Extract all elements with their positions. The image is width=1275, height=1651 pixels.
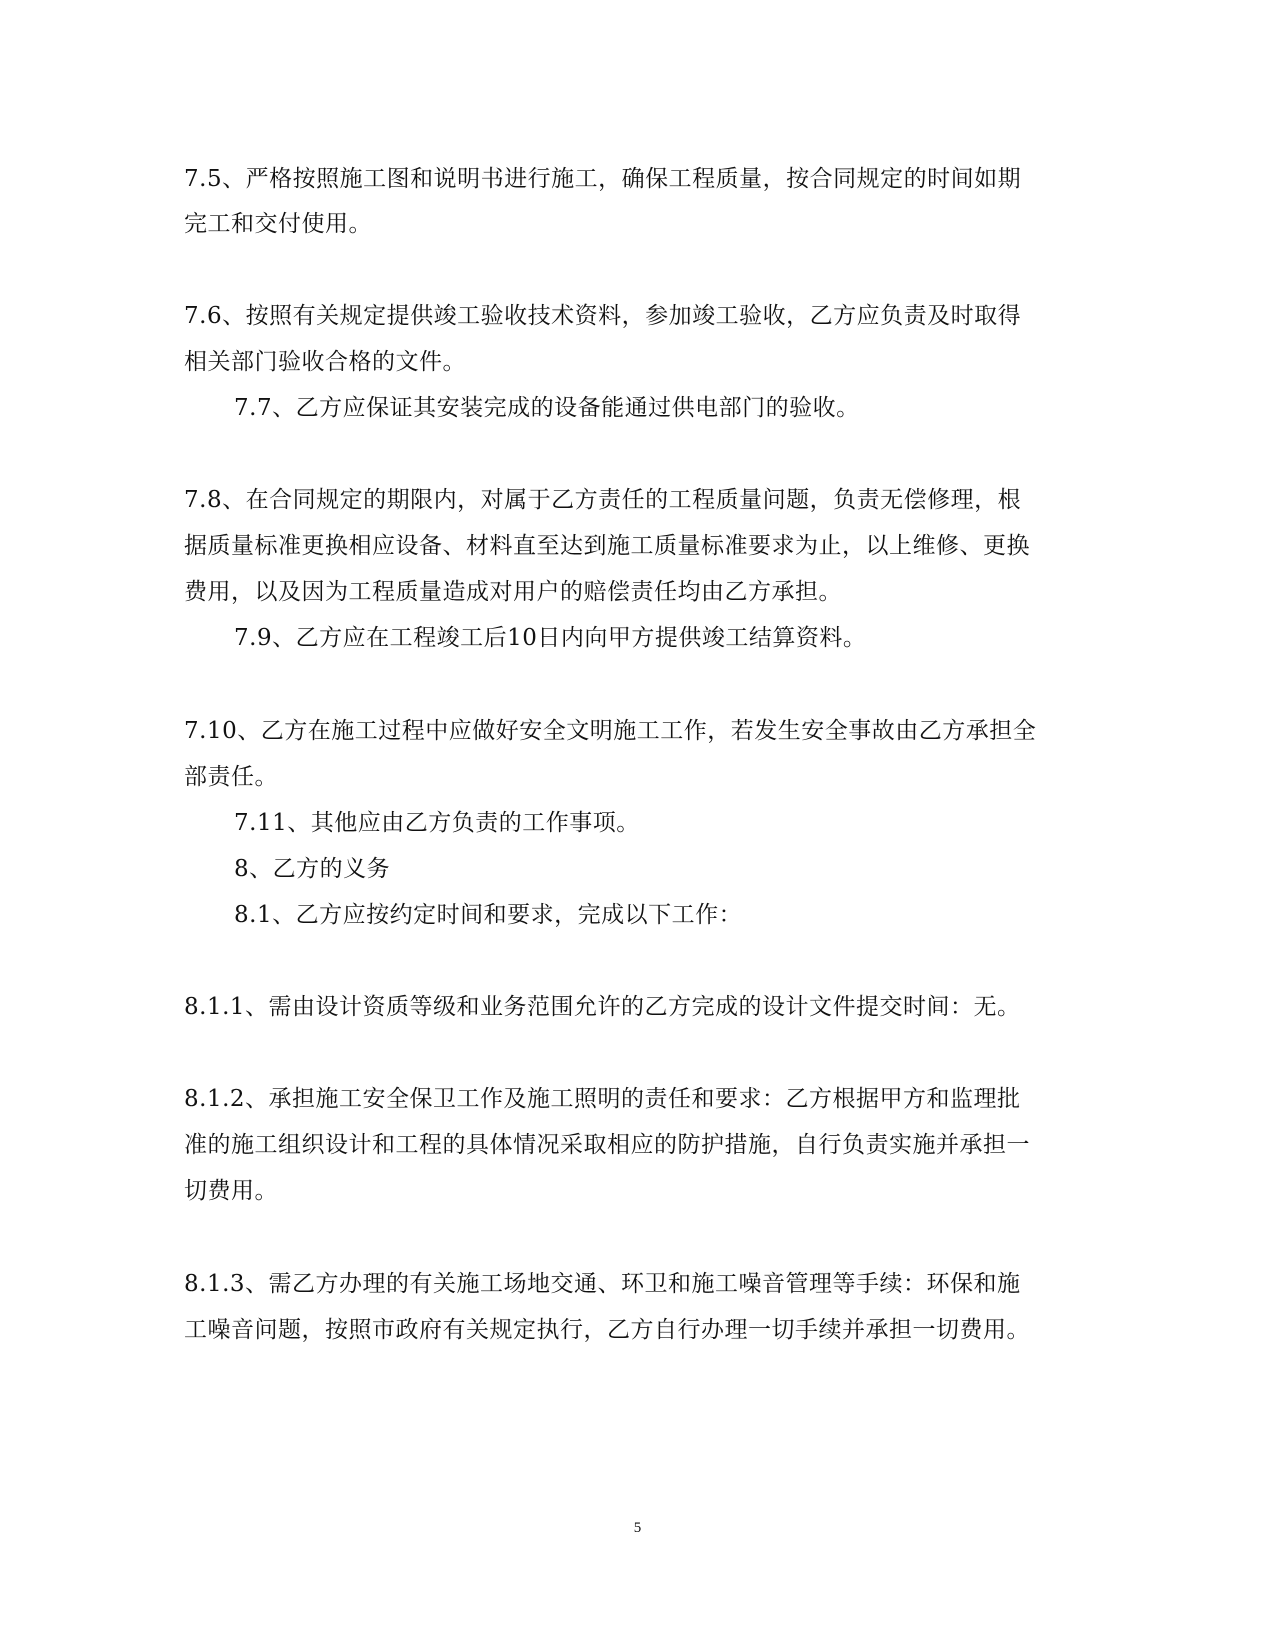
clause-8-1-3-line-2: 工噪音问题，按照市政府有关规定执行，乙方自行办理一切手续并承担一切费用。 xyxy=(184,1317,1030,1343)
clause-7-5-line-1: 7.5、严格按照施工图和说明书进行施工，确保工程质量，按合同规定的时间如期 xyxy=(184,166,1022,192)
clause-7-8-line-1: 7.8、在合同规定的期限内，对属于乙方责任的工程质量问题，负责无偿修理，根 xyxy=(184,487,1022,513)
clause-8-1-1: 8.1.1、需由设计资质等级和业务范围允许的乙方完成的设计文件提交时间：无。 xyxy=(184,994,1021,1020)
clause-7-7: 7.7、乙方应保证其安装完成的设备能通过供电部门的验收。 xyxy=(234,395,860,421)
page-number: 5 xyxy=(633,1520,642,1536)
clause-7-6-line-2: 相关部门验收合格的文件。 xyxy=(184,349,466,375)
clause-8-1-2-line-3: 切费用。 xyxy=(184,1178,278,1204)
clause-7-5-line-2: 完工和交付使用。 xyxy=(184,211,372,237)
clause-8-1: 8.1、乙方应按约定时间和要求，完成以下工作： xyxy=(234,902,743,928)
clause-8-1-2-line-1: 8.1.2、承担施工安全保卫工作及施工照明的责任和要求：乙方根据甲方和监理批 xyxy=(184,1086,1021,1112)
clause-7-11: 7.11、其他应由乙方负责的工作事项。 xyxy=(234,810,640,836)
section-8-heading: 8、乙方的义务 xyxy=(234,856,391,882)
clause-7-10-line-1: 7.10、乙方在施工过程中应做好安全文明施工工作，若发生安全事故由乙方承担全 xyxy=(184,718,1037,744)
clause-7-8-line-3: 费用，以及因为工程质量造成对用户的赔偿责任均由乙方承担。 xyxy=(184,579,842,605)
clause-7-6-line-1: 7.6、按照有关规定提供竣工验收技术资料，参加竣工验收，乙方应负责及时取得 xyxy=(184,303,1022,329)
clause-7-9: 7.9、乙方应在工程竣工后10日内向甲方提供竣工结算资料。 xyxy=(234,625,867,651)
clause-7-10-line-2: 部责任。 xyxy=(184,764,278,790)
clause-8-1-3-line-1: 8.1.3、需乙方办理的有关施工场地交通、环卫和施工噪音管理等手续：环保和施 xyxy=(184,1271,1021,1297)
clause-7-8-line-2: 据质量标准更换相应设备、材料直至达到施工质量标准要求为止，以上维修、更换 xyxy=(184,533,1030,559)
clause-8-1-2-line-2: 准的施工组织设计和工程的具体情况采取相应的防护措施，自行负责实施并承担一 xyxy=(184,1132,1030,1158)
